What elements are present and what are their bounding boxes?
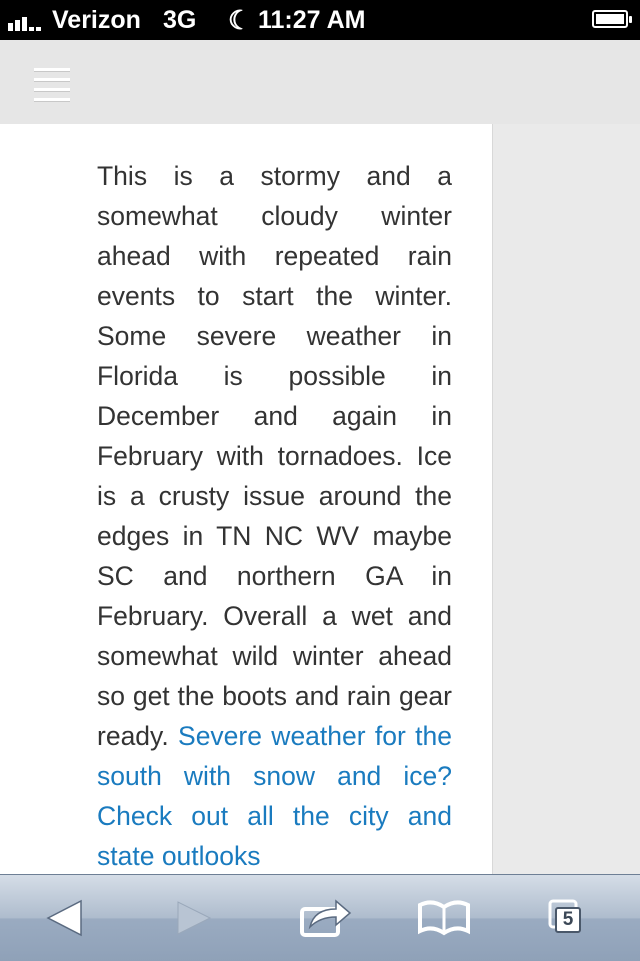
article-paragraph xyxy=(97,156,452,874)
article-content xyxy=(0,124,492,874)
tabs-button[interactable] xyxy=(542,893,602,943)
share-button[interactable] xyxy=(294,893,354,943)
forward-button[interactable] xyxy=(162,893,222,943)
forward-arrow-icon xyxy=(162,893,222,943)
browser-toolbar xyxy=(0,874,640,961)
network-type: 3G xyxy=(163,6,197,34)
article-body-text: This is a stormy and a somewhat cloudy winter ahead with repeated rain events to start the winter. Some severe weather in Florida is possible in December and again in February with tornadoes. Ice is a crusty issue around the edges in TN NC WV maybe SC and northern GA in February. Overall a wet and somewhat wild winter ahead so get the boots and rain gear ready. xyxy=(97,161,452,751)
back-button[interactable] xyxy=(36,893,96,943)
outlooks-link[interactable]: Severe weather for the south with snow and ice? Check out all the city and state outlooks xyxy=(97,721,452,871)
carrier-name: Verizon xyxy=(52,6,141,34)
clipped-heading-glyphs xyxy=(97,124,337,142)
clipped-heading-fragment xyxy=(97,124,457,150)
share-icon xyxy=(294,893,354,943)
menu-hamburger-icon[interactable] xyxy=(34,66,70,98)
tab-count-badge: 5 xyxy=(555,907,581,933)
right-margin xyxy=(492,124,640,874)
battery-icon xyxy=(592,10,628,28)
status-time: 11:27 AM xyxy=(258,6,366,34)
do-not-disturb-moon-icon: ☾ xyxy=(228,5,252,35)
back-arrow-icon xyxy=(36,893,96,943)
bookmarks-book-icon xyxy=(414,893,474,943)
site-header xyxy=(0,40,640,124)
signal-strength-icon xyxy=(8,11,50,31)
status-bar xyxy=(0,0,640,40)
bookmarks-button[interactable] xyxy=(414,893,474,943)
